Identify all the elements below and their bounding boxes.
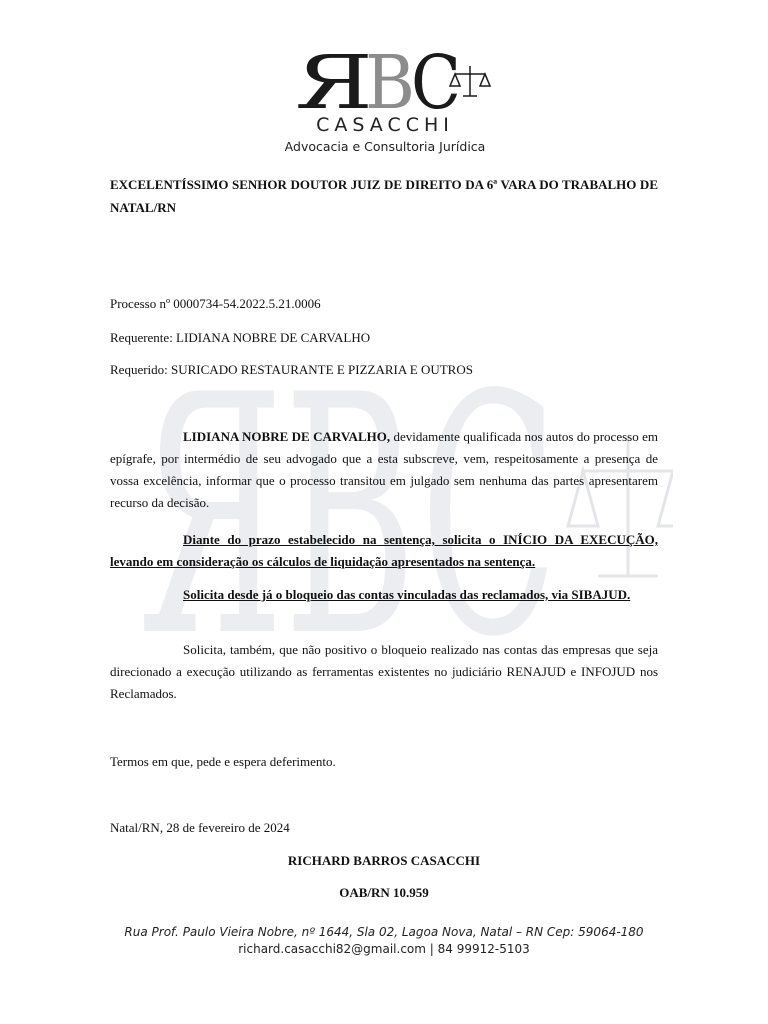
signatory-name: RICHARD BARROS CASACCHI <box>287 853 481 868</box>
footer-contact: richard.casacchi82@gmail.com | 84 99912-5103 <box>238 942 530 956</box>
svg-text:ЯBC: ЯBC <box>138 376 558 638</box>
paragraph-execution-request: Diante do prazo estabelecido na sentença, solicita o INÍCIO DA EXECUÇÃO, levando em consideração os cálculos de liquidação apresentados na sentença. <box>110 532 658 569</box>
monogram-c: C <box>411 44 461 118</box>
paragraph-transit <box>110 426 658 514</box>
paragraph-transit-text: devidamente qualificada nos autos do processo em epígrafe, por intermédio de seu advogado que a esta subscreve, vem, respeitosamente a presença de vossa excelência, informar que o processo transitou em julgado sem nenhuma das partes apresentarem recurso da decisão. <box>110 429 659 510</box>
addressee-heading: EXCELENTÍSSIMO SENHOR DOUTOR JUIZ DE DIREITO DA 6ª VARA DO TRABALHO DE NATAL/RN <box>110 177 658 215</box>
paragraph-sibajud: Solicita desde já o bloqueio das contas vinculadas das reclamados, via SIBAJUD. <box>183 587 631 602</box>
defendant-line: Requerido: SURICADO RESTAURANTE E PIZZARIA E OUTROS <box>110 362 473 377</box>
date-place: Natal/RN, 28 de fevereiro de 2024 <box>110 820 290 835</box>
plaintiff-name: LIDIANA NOBRE DE CARVALHO, <box>183 429 391 444</box>
monogram-b: B <box>365 44 415 118</box>
firm-name: CASACCHI <box>316 114 454 136</box>
monogram-r: Я <box>295 44 373 118</box>
footer-address: Rua Prof. Paulo Vieira Nobre, nº 1644, Sla 02, Lagoa Nova, Natal – RN Cep: 59064-180 <box>124 925 644 939</box>
case-number: Processo nº 0000734-54.2022.5.21.0006 <box>110 296 321 311</box>
plaintiff-line: Requerente: LIDIANA NOBRE DE CARVALHO <box>110 330 371 345</box>
firm-subtitle: Advocacia e Consultoria Jurídica <box>284 139 486 154</box>
monogram-logo <box>265 44 505 118</box>
paragraph-renajud-infojud: Solicita, também, que não positivo o bloqueio realizado nas contas das empresas que seja direcionado a execução utilizando as ferramentas existentes no judiciário RENAJUD e INFOJUD nos Reclamados. <box>110 642 658 701</box>
signatory-oab: OAB/RN 10.959 <box>339 885 429 900</box>
closing-line: Termos em que, pede e espera deferimento. <box>110 754 336 769</box>
